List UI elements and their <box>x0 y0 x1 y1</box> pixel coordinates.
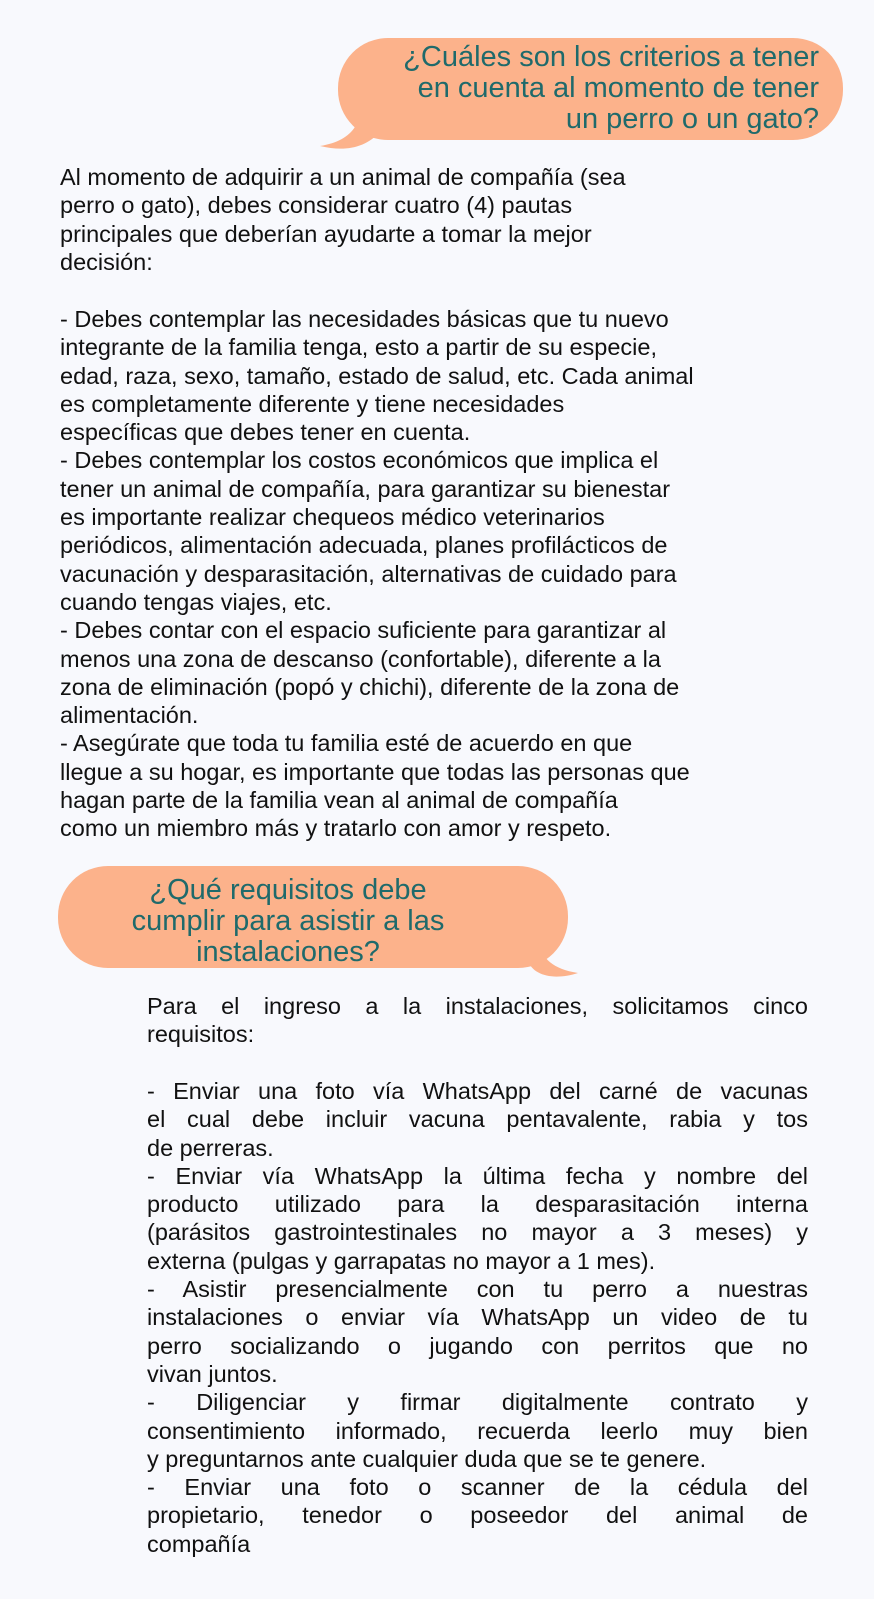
list-item: - Diligenciar y firmar digitalmente contrato y <box>147 1389 808 1416</box>
text-line: vivan juntos. <box>147 1360 278 1387</box>
list-item: - Enviar una foto o scanner de la cédula del <box>147 1474 808 1501</box>
text-line: menos una zona de descanso (confortable), diferente a la <box>60 645 661 672</box>
list-item: - Debes contemplar los costos económicos que implica el <box>60 447 659 474</box>
text-line: requisitos: <box>147 1021 255 1048</box>
text-line: es importante realizar chequeos médico veterinarios <box>60 504 605 531</box>
text-line: alimentación. <box>60 702 199 729</box>
question-line: ¿Cuáles son los criterios a tener <box>403 41 819 73</box>
criteria-list <box>60 305 850 843</box>
text-line: de perreras. <box>147 1134 274 1161</box>
question-line: instalaciones? <box>196 936 380 968</box>
text-line: zona de eliminación (popó y chichi), diferente de la zona de <box>60 673 680 700</box>
text-line: decisión: <box>60 248 153 275</box>
text-line: tener un animal de compañía, para garantizar su bienestar <box>60 475 671 502</box>
text-line: compañía <box>147 1530 251 1557</box>
question-line: ¿Qué requisitos debe <box>149 874 427 906</box>
text-line: propietario, tenedor o poseedor del animal de <box>147 1502 808 1529</box>
answer-intro-paragraph <box>60 163 850 276</box>
question-line: cumplir para asistir a las <box>131 905 445 937</box>
text-line: Al momento de adquirir a un animal de compañía (sea <box>60 164 626 190</box>
text-line: instalaciones o enviar vía WhatsApp un video de tu <box>147 1304 808 1331</box>
text-line: perro o gato), debes considerar cuatro (4) pautas <box>60 192 573 219</box>
text-line: integrante de la familia tenga, esto a partir de su especie, <box>60 334 658 361</box>
list-item: - Enviar vía WhatsApp la última fecha y nombre del <box>147 1162 808 1189</box>
requirements-intro-paragraph <box>147 992 808 1049</box>
list-item: - Enviar una foto vía WhatsApp del carné de vacunas <box>147 1078 808 1104</box>
text-line: llegue a su hogar, es importante que todas las personas que <box>60 758 690 785</box>
requirements-list <box>147 1077 808 1558</box>
list-item: - Asistir presencialmente con tu perro a nuestras <box>147 1276 808 1303</box>
text-line: y preguntarnos ante cualquier duda que se te genere. <box>147 1445 707 1472</box>
list-item: - Asegúrate que toda tu familia esté de acuerdo en que <box>60 730 633 757</box>
text-line: vacunación y desparasitación, alternativas de cuidado para <box>60 560 677 587</box>
text-line: es completamente diferente y tiene necesidades <box>60 390 565 417</box>
text-line: principales que deberían ayudarte a tomar la mejor <box>60 220 592 247</box>
question-bubble-requirements <box>58 866 568 968</box>
text-line: consentimiento informado, recuerda leerlo muy bien <box>147 1417 808 1444</box>
text-line: periódicos, alimentación adecuada, planes profilácticos de <box>60 532 668 559</box>
text-line: hagan parte de la familia vean al animal de compañía <box>60 787 618 814</box>
question-title <box>58 875 518 968</box>
speech-bubble-tail-icon <box>528 941 578 981</box>
text-line: como un miembro más y tratarlo con amor y respeto. <box>60 815 612 842</box>
text-line: cuando tengas viajes, etc. <box>60 588 332 615</box>
question-bubble-criteria <box>338 38 843 140</box>
question-line: un perro o un gato? <box>565 103 819 135</box>
list-item: - Debes contar con el espacio suficiente para garantizar al <box>60 617 667 644</box>
text-line: el cual debe incluir vacuna pentavalente, rabia y tos <box>147 1106 808 1133</box>
text-line: edad, raza, sexo, tamaño, estado de salud, etc. Cada animal <box>60 362 694 389</box>
question-line: en cuenta al momento de tener <box>417 72 819 104</box>
text-line: perro socializando o jugando con perritos que no <box>147 1332 808 1359</box>
text-line: externa (pulgas y garrapatas no mayor a 1 mes). <box>147 1247 656 1274</box>
speech-bubble-tail-icon <box>320 112 380 152</box>
text-line: Para el ingreso a la instalaciones, solicitamos cinco <box>147 993 808 1019</box>
question-title <box>403 42 819 135</box>
text-line: específicas que debes tener en cuenta. <box>60 419 471 446</box>
text-line: producto utilizado para la desparasitación interna <box>147 1191 808 1218</box>
list-item: - Debes contemplar las necesidades básicas que tu nuevo <box>60 306 669 332</box>
text-line: (parásitos gastrointestinales no mayor a 3 meses) y <box>147 1219 808 1246</box>
